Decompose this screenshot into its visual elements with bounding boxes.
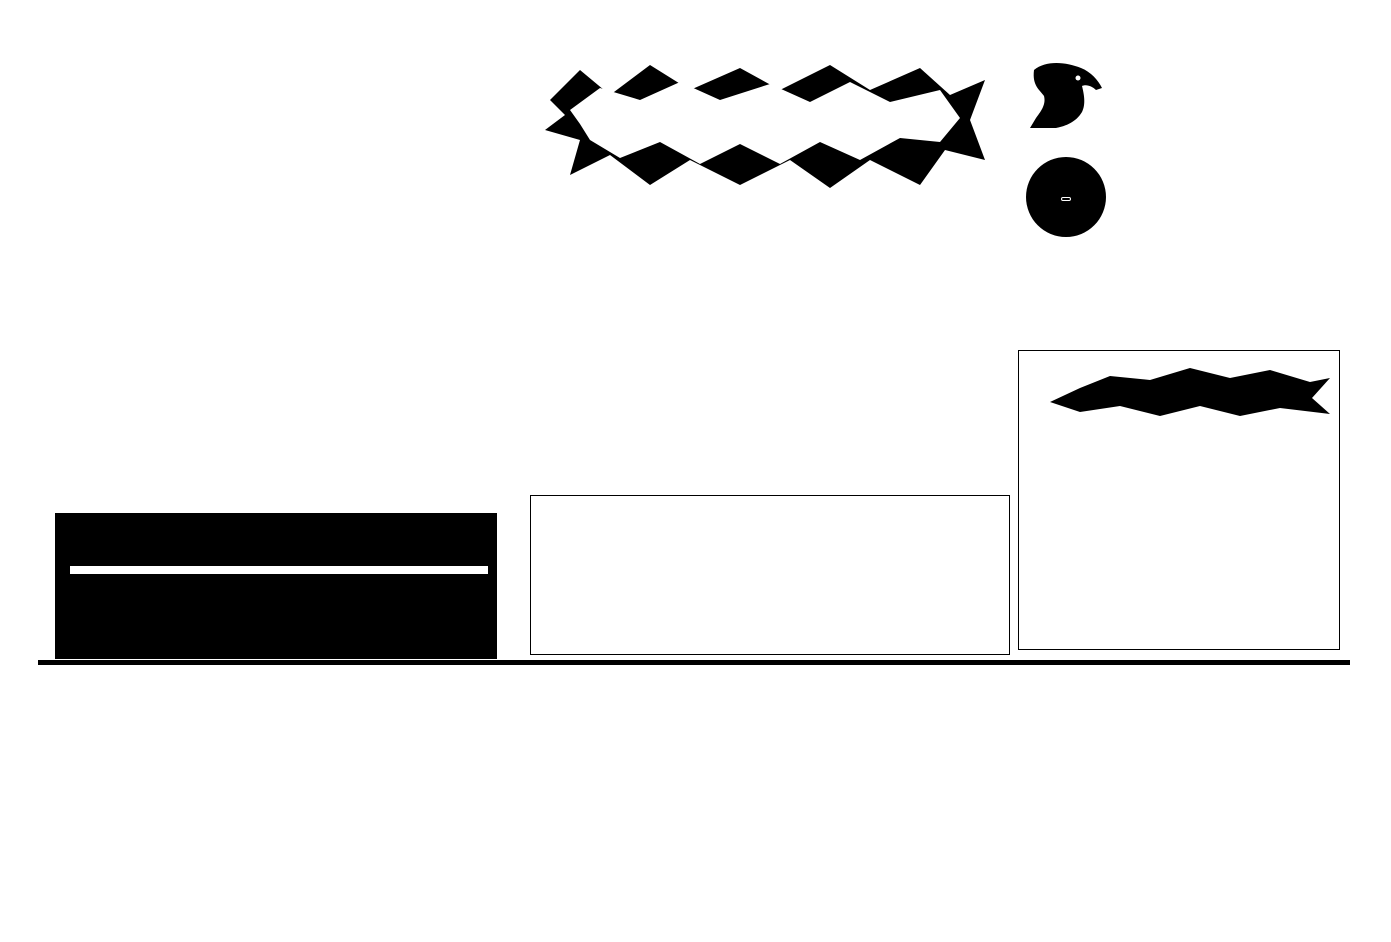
five-elements-banner <box>540 60 990 190</box>
starburst-graphic <box>1050 358 1330 418</box>
shao-zi-title <box>1050 358 1330 418</box>
abacus-beam <box>70 566 488 574</box>
info-center-seal <box>1026 157 1106 237</box>
abacus <box>55 513 497 659</box>
divider <box>38 660 1350 665</box>
zodiac-grid <box>532 676 1344 898</box>
top-border <box>0 0 1391 40</box>
right-border <box>1350 38 1390 900</box>
left-border <box>0 38 40 900</box>
center-empty-box <box>530 495 1010 655</box>
starburst-graphic <box>540 60 990 190</box>
seal-provider <box>1061 197 1071 201</box>
bottom-border <box>0 900 1391 940</box>
horse-head-icon <box>1026 60 1106 130</box>
